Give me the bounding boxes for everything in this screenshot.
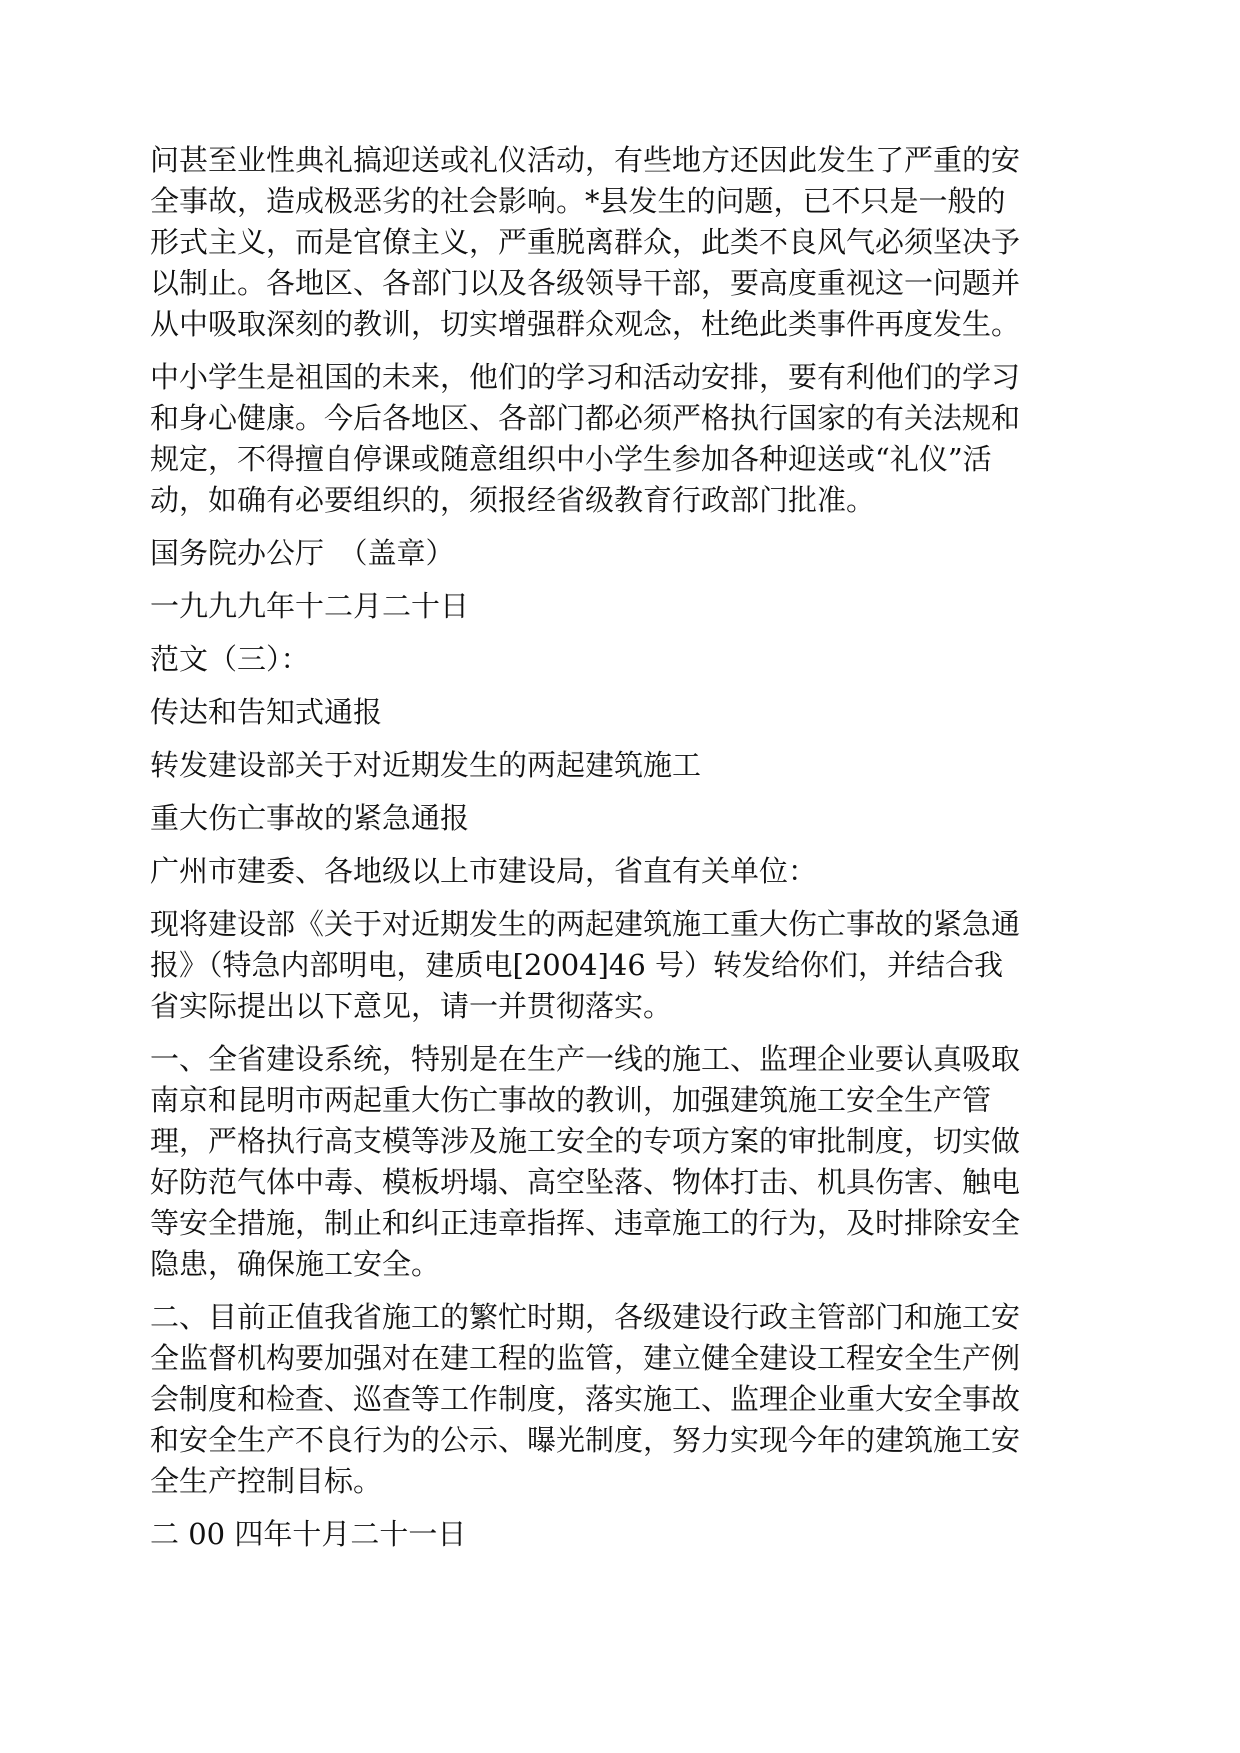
text-line: 和身心健康。今后各地区、各部门都必须严格执行国家的有关法规和 bbox=[150, 401, 1021, 435]
text-line: 会制度和检查、巡查等工作制度，落实施工、监理企业重大安全事故 bbox=[150, 1382, 1021, 1416]
sample-heading: 范文（三）： bbox=[150, 642, 310, 676]
notice-title-line-1: 转发建设部关于对近期发生的两起建筑施工 bbox=[150, 748, 702, 782]
date-line-1999: 一九九九年十二月二十日 bbox=[150, 589, 470, 623]
text-line: 规定，不得擅自停课或随意组织中小学生参加各种迎送或“礼仪”活 bbox=[150, 442, 992, 476]
text-line: 理，严格执行高支模等涉及施工安全的专项方案的审批制度，切实做 bbox=[150, 1124, 1021, 1158]
text-line: 全生产控制目标。 bbox=[150, 1464, 383, 1498]
notice-type-label: 传达和告知式通报 bbox=[150, 695, 383, 729]
text-line: 问甚至业性典礼搞迎送或礼仪活动，有些地方还因此发生了严重的安 bbox=[150, 143, 1021, 177]
text-line: 全监督机构要加强对在建工程的监管，建立健全建设工程安全生产例 bbox=[150, 1341, 1021, 1375]
text-line: 形式主义，而是官僚主义，严重脱离群众，此类不良风气必须坚决予 bbox=[150, 225, 1021, 259]
text-line: 以制止。各地区、各部门以及各级领导干部，要高度重视这一问题并 bbox=[150, 266, 1021, 300]
notice-title-line-2: 重大伤亡事故的紧急通报 bbox=[150, 801, 470, 835]
text-line: 隐患，确保施工安全。 bbox=[150, 1247, 441, 1281]
text-line: 中小学生是祖国的未来，他们的学习和活动安排，要有利他们的学习 bbox=[150, 360, 1021, 394]
paragraph-forwarding bbox=[150, 904, 1090, 1027]
text-line: 动，如确有必要组织的，须报经省级教育行政部门批准。 bbox=[150, 483, 876, 517]
text-line: 省实际提出以下意见，请一并贯彻落实。 bbox=[150, 989, 673, 1023]
text-line: 和安全生产不良行为的公示、曝光制度，努力实现今年的建筑施工安 bbox=[150, 1423, 1021, 1457]
paragraph-point-one bbox=[150, 1039, 1090, 1285]
text-line: 好防范气体中毒、模板坍塌、高空坠落、物体打击、机具伤害、触电 bbox=[150, 1165, 1021, 1199]
text-line: 现将建设部《关于对近期发生的两起建筑施工重大伤亡事故的紧急通 bbox=[150, 907, 1021, 941]
text-line: 南京和昆明市两起重大伤亡事故的教训，加强建筑施工安全生产管 bbox=[150, 1083, 992, 1117]
text-line: 等安全措施，制止和纠正违章指挥、违章施工的行为，及时排除安全 bbox=[150, 1206, 1021, 1240]
paragraph-continuation bbox=[150, 140, 1090, 345]
text-line: 报》（特急内部明电，建质电[2004]46 号）转发给你们，并结合我 bbox=[150, 948, 1004, 982]
text-line: 全事故，造成极恶劣的社会影响。*县发生的问题，已不只是一般的 bbox=[150, 184, 1006, 218]
date-line-2004: 二 00 四年十月二十一日 bbox=[150, 1517, 467, 1551]
signature-line: 国务院办公厅 （盖章） bbox=[150, 536, 455, 570]
paragraph-point-two bbox=[150, 1297, 1090, 1502]
paragraph-students bbox=[150, 357, 1090, 521]
text-line: 一、全省建设系统，特别是在生产一线的施工、监理企业要认真吸取 bbox=[150, 1042, 1021, 1076]
text-line: 从中吸取深刻的教训，切实增强群众观念，杜绝此类事件再度发生。 bbox=[150, 307, 1021, 341]
addressee-line: 广州市建委、各地级以上市建设局，省直有关单位： bbox=[150, 854, 818, 888]
text-line: 二、目前正值我省施工的繁忙时期，各级建设行政主管部门和施工安 bbox=[150, 1300, 1021, 1334]
